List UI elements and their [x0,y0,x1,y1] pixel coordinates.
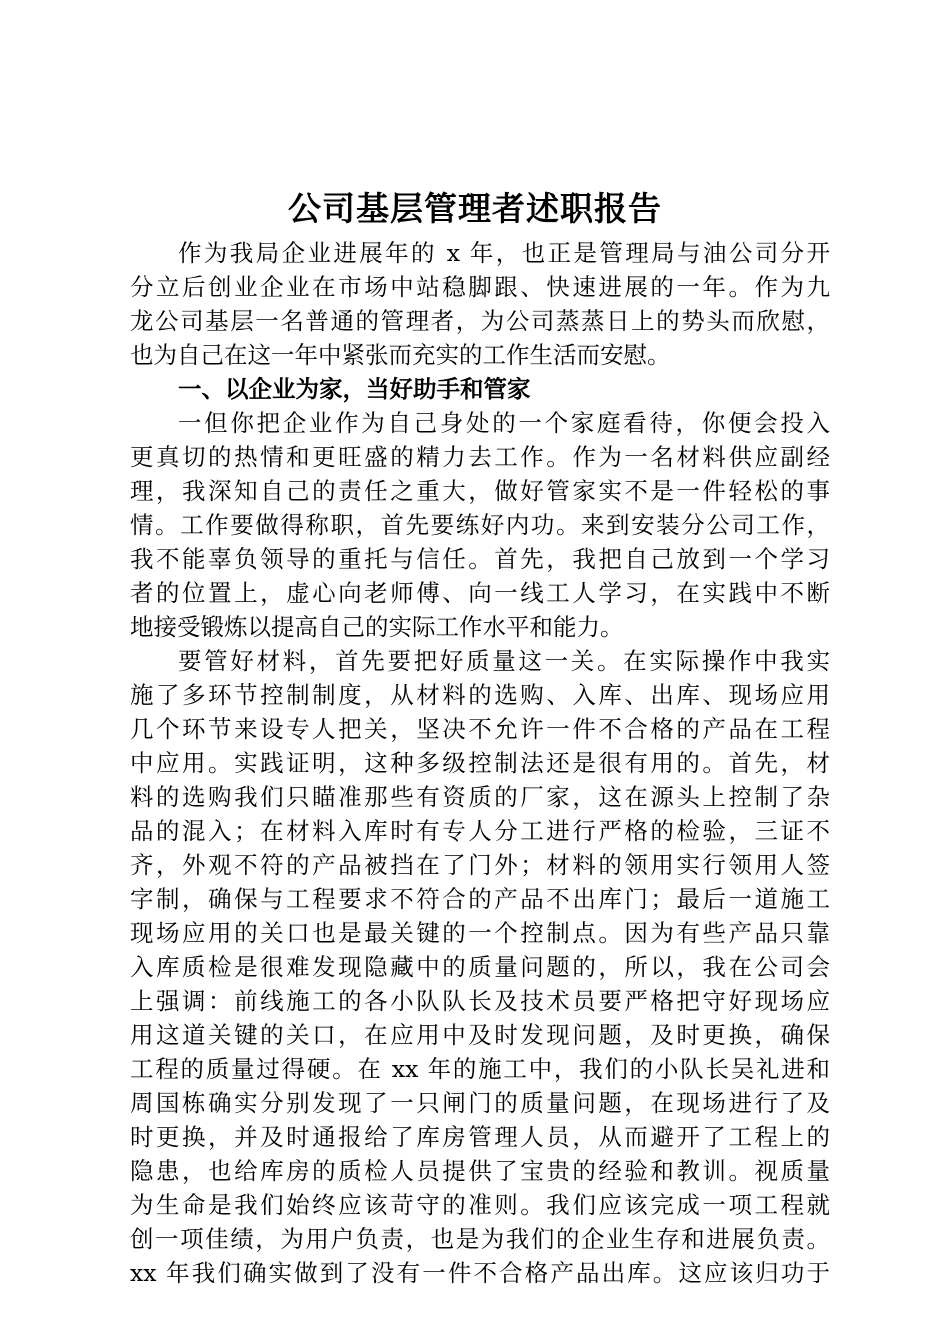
text-line: 几个环节来设专人把关，坚决不允许一件不合格的产品在工程 [130,715,830,743]
text-line: 也为自己在这一年中紧张而充实的工作生活而安慰。 [130,341,671,369]
text-line: 分立后创业企业在市场中站稳脚跟、快速进展的一年。作为九 [130,273,830,301]
text-line: 上强调：前线施工的各小队队长及技术员要严格把守好现场应 [130,987,830,1015]
text-line: 情。工作要做得称职，首先要练好内功。来到安装分公司工作， [130,511,830,539]
section-heading-text: 一、以企业为家，当好助手和管家 [178,375,531,403]
text-line: 齐，外观不符的产品被挡在了门外；材料的领用实行领用人签 [130,851,830,879]
text-line: xx 年我们确实做到了没有一件不合格产品出库。这应该归功于 [130,1259,830,1287]
section-heading [130,372,830,406]
text-line: 施了多环节控制制度，从材料的选购、入库、出库、现场应用 [130,681,830,709]
document-body [130,236,830,1290]
text-line: 龙公司基层一名普通的管理者，为公司蒸蒸日上的势头而欣慰， [130,307,830,335]
text-line: 时更换，并及时通报给了库房管理人员，从而避开了工程上的 [130,1123,830,1151]
paragraph-body [130,406,830,644]
text-line: 隐患，也给库房的质检人员提供了宝贵的经验和教训。视质量 [130,1157,830,1185]
text-line: 工程的质量过得硬。在 xx 年的施工中，我们的小队长吴礼进和 [130,1055,830,1083]
text-line: 者的位置上，虚心向老师傅、向一线工人学习，在实践中不断 [130,579,830,607]
text-line: 料的选购我们只瞄准那些有资质的厂家，这在源头上控制了杂 [130,783,830,811]
text-line: 用这道关键的关口，在应用中及时发现问题，及时更换，确保 [130,1021,830,1049]
paragraph-body [130,644,830,1290]
text-line: 更真切的热情和更旺盛的精力去工作。作为一名材料供应副经 [130,443,830,471]
text-line: 中应用。实践证明，这种多级控制法还是很有用的。首先，材 [130,749,830,777]
text-line: 创一项佳绩，为用户负责，也是为我们的企业生存和进展负责。 [130,1225,830,1253]
text-line: 地接受锻炼以提高自己的实际工作水平和能力。 [130,613,624,641]
text-line: 理，我深知自己的责任之重大，做好管家实不是一件轻松的事 [130,477,830,505]
text-line: 要管好材料，首先要把好质量这一关。在实际操作中我实 [178,647,830,675]
paragraph-intro [130,236,830,372]
text-line: 为生命是我们始终应该苛守的准则。我们应该完成一项工程就 [130,1191,830,1219]
text-line: 品的混入；在材料入库时有专人分工进行严格的检验，三证不 [130,817,830,845]
text-line: 我不能辜负领导的重托与信任。首先，我把自己放到一个学习 [130,545,830,573]
text-line: 一但你把企业作为自己身处的一个家庭看待，你便会投入 [178,409,830,437]
text-line: 字制，确保与工程要求不符合的产品不出库门；最后一道施工 [130,885,830,913]
text-line: 周国栋确实分别发现了一只闸门的质量问题，在现场进行了及 [130,1089,830,1117]
text-line: 作为我局企业进展年的 x 年，也正是管理局与油公司分开 [178,239,830,267]
document-title: 公司基层管理者述职报告 [288,189,662,228]
text-line: 现场应用的关口也是最关键的一个控制点。因为有些产品只靠 [130,919,830,947]
text-line: 入库质检是很难发现隐藏中的质量问题的，所以，我在公司会 [130,953,830,981]
